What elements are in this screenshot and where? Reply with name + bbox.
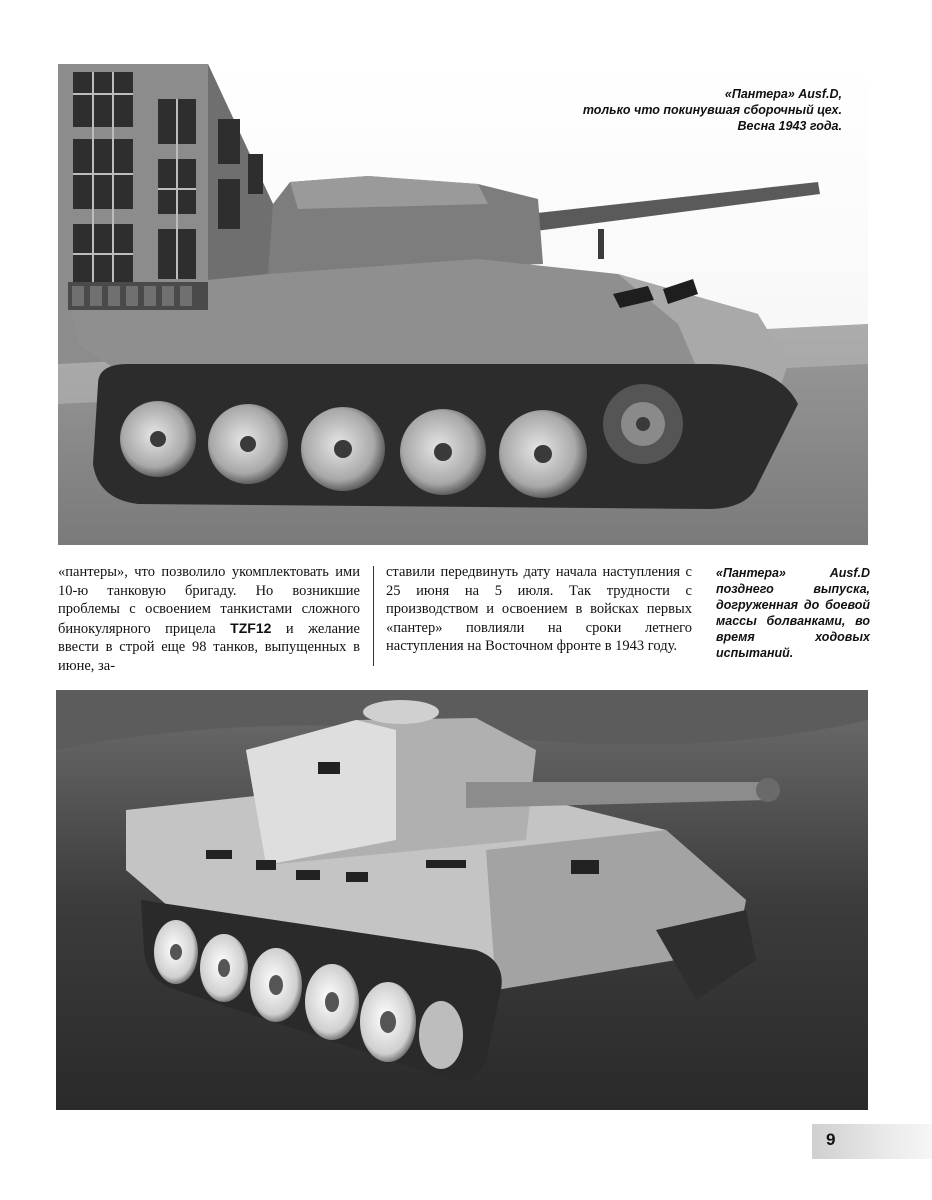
- photo-panther-trials: [56, 690, 868, 1110]
- body-term-tzf12: TZF12: [230, 619, 272, 636]
- body-column-1-text-end: и желание ввести в строй еще 98 танков, выпущенных в июне, за-: [58, 620, 360, 674]
- page-number: 9: [826, 1130, 836, 1149]
- column-divider: [373, 566, 374, 666]
- caption-top-photo: «Пантера» Ausf.D, только что покинувшая сборочный цех. Весна 1943 года.: [582, 87, 842, 133]
- body-column-1-text: «пантеры», что позволило укомплектовать ими 10-ю танковую бригаду. Но возникшие проблемы с освоением танкистами сложного бинокулярного прицела: [58, 564, 360, 637]
- caption-bottom-photo: «Пантера» Ausf.D позднего выпуска, догруженная до боевой массы болванками, во время ходовых испытаний.: [716, 566, 870, 660]
- body-column-2: ставили передвинуть дату начала наступления с 25 июня на 5 июля. Так трудности с производством и освоением в войсках первых «пантер» повлияли на сроки летнего наступления на Восточном фронте в 1943 году.: [386, 564, 692, 655]
- body-column-1: [58, 563, 360, 676]
- photo-panther-factory: [58, 64, 868, 545]
